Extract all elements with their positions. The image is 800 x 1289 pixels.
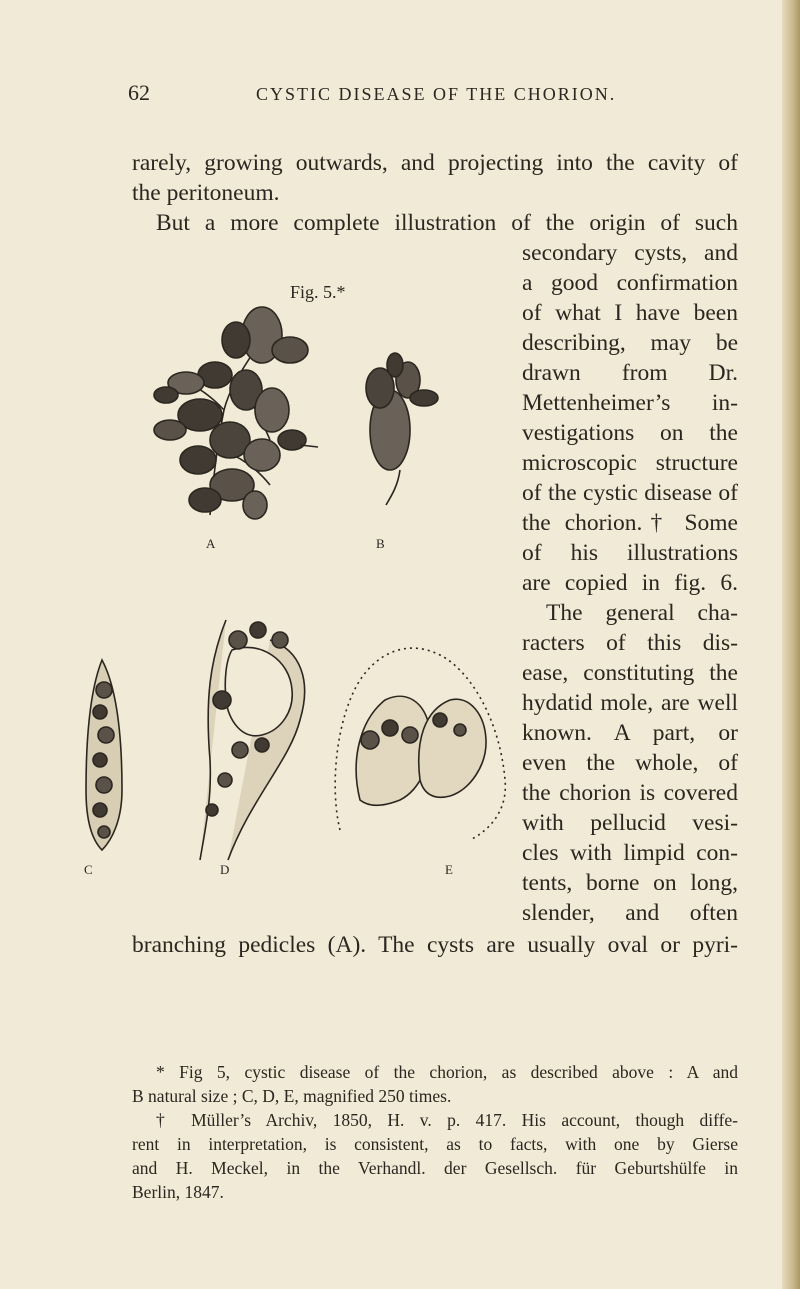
figure-label-b: B [376, 536, 386, 551]
column-line: of what I have been [522, 300, 738, 326]
body-line: branching pedicles (A). The cysts are usually oval or pyri- [132, 932, 738, 958]
column-line: of his illustrations [522, 540, 738, 566]
specimen-b-drawing [366, 353, 438, 505]
running-head: CYSTIC DISEASE OF THE CHORION. [256, 84, 617, 104]
footnote-line: rent in interpretation, is consistent, as to facts, with one by Gierse [132, 1134, 738, 1154]
specimen-a-drawing [154, 307, 318, 519]
column-line: slender, and often [522, 900, 738, 926]
column-line: a good confirmation [522, 270, 738, 296]
body-line: the peritoneum. [132, 180, 280, 206]
column-line: vestigations on the [522, 420, 738, 446]
body-line: But a more complete illustration of the origin of such [156, 210, 738, 236]
figure-caption: Fig. 5.* [290, 282, 346, 302]
column-line: even the whole, of [522, 750, 738, 776]
column-line: the chorion.† Some [522, 510, 738, 536]
column-line: drawn from Dr. [522, 360, 738, 386]
column-line: secondary cysts, and [522, 240, 738, 266]
column-line: are copied in fig. 6. [522, 570, 738, 596]
figure-label-c: C [84, 862, 94, 877]
column-line: microscopic structure [522, 450, 738, 476]
column-line: the chorion is covered [522, 780, 738, 806]
column-line: ease, constituting the [522, 660, 738, 686]
column-line: describing, may be [522, 330, 738, 356]
footnote-line: * Fig 5, cystic disease of the chorion, as described above : A and [156, 1062, 738, 1082]
footnote-line: B natural size ; C, D, E, magnified 250 times. [132, 1086, 452, 1106]
column-line: Mettenheimer’s in- [522, 390, 738, 416]
column-line: cles with limpid con- [522, 840, 738, 866]
column-line: of the cystic disease of [522, 480, 738, 506]
column-line: The general cha- [546, 600, 738, 626]
footnote-line: † Müller’s Archiv, 1850, H. v. p. 417. His account, though diffe- [156, 1110, 738, 1130]
figure-label-d: D [220, 862, 231, 877]
column-line: tents, borne on long, [522, 870, 738, 896]
footnote-line: and H. Meckel, in the Verhandl. der Gesellsch. für Geburtshülfe in [132, 1158, 738, 1178]
figure-label-a: A [206, 536, 217, 551]
body-line: rarely, growing outwards, and projecting into the cavity of [132, 150, 738, 176]
column-line: racters of this dis- [522, 630, 738, 656]
specimen-e-drawing [335, 648, 505, 840]
column-line: hydatid mole, are well [522, 690, 738, 716]
specimen-d-drawing [200, 620, 305, 860]
page-number: 62 [128, 80, 150, 105]
figure-label-e: E [445, 862, 454, 877]
footnote-line: Berlin, 1847. [132, 1182, 224, 1202]
column-line: known. A part, or [522, 720, 738, 746]
specimen-c-drawing [86, 660, 122, 850]
column-line: with pellucid vesi- [522, 810, 738, 836]
